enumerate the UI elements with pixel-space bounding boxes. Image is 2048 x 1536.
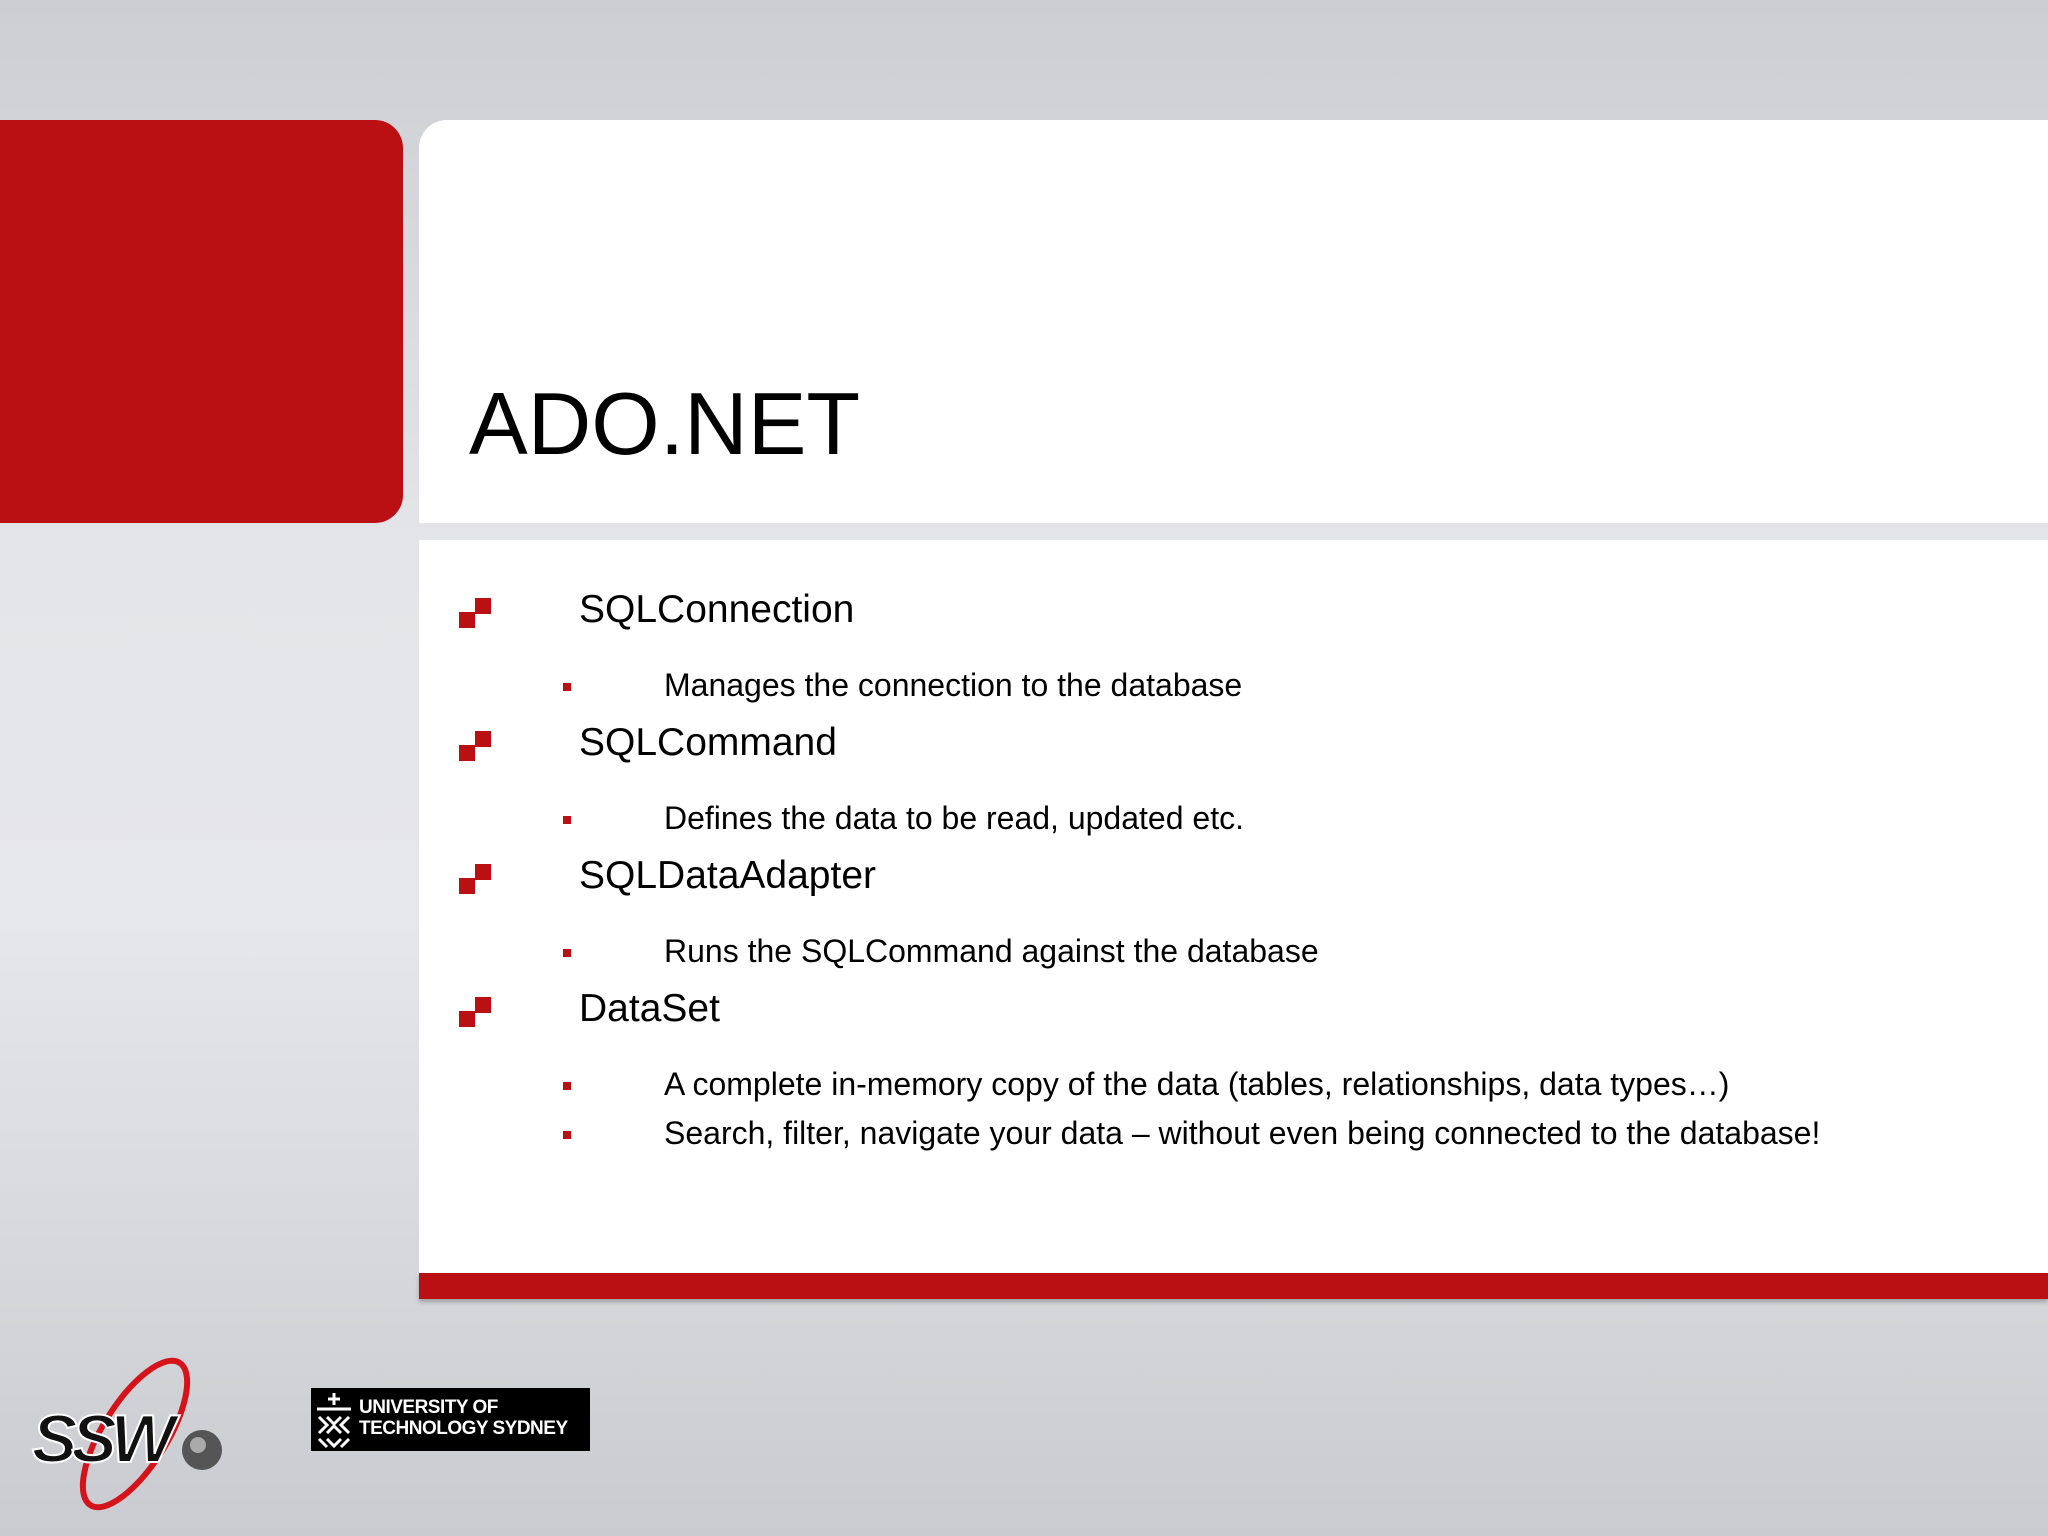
bullet-square-icon <box>459 731 493 765</box>
sub-bullet-icon <box>563 1082 571 1090</box>
bullet-sqlcommand: SQLCommand <box>579 721 837 764</box>
uts-logo-text <box>359 1397 568 1439</box>
slide-title: ADO.NET <box>469 374 861 473</box>
title-accent-block <box>0 120 403 523</box>
uts-line-1: UNIVERSITY OF <box>359 1397 498 1418</box>
sub-bullet-text: Search, filter, navigate your data – without even being connected to the database! <box>664 1115 1821 1151</box>
footer-accent-bar <box>419 1273 2048 1299</box>
sub-bullet-text: Defines the data to be read, updated etc. <box>664 800 1244 836</box>
sub-bullet-icon <box>563 949 571 957</box>
bullet-list <box>419 540 2048 1273</box>
sub-bullet-icon <box>563 683 571 691</box>
ssw-logo <box>30 1354 240 1534</box>
sub-bullet-icon <box>563 816 571 824</box>
bullet-sqldataadapter: SQLDataAdapter <box>579 854 877 897</box>
uts-logo <box>311 1388 590 1451</box>
bullet-square-icon <box>459 997 493 1031</box>
sub-bullet-icon <box>563 1131 571 1139</box>
sub-bullet-text: Runs the SQLCommand against the database <box>664 933 1319 969</box>
title-panel <box>419 120 2048 523</box>
uts-emblem-icon <box>313 1391 355 1449</box>
sub-bullet-text: Manages the connection to the database <box>664 667 1243 703</box>
sub-bullet-text: A complete in-memory copy of the data (tables, relationships, data types…) <box>664 1066 1730 1102</box>
bullet-square-icon <box>459 598 493 632</box>
uts-line-2: TECHNOLOGY SYDNEY <box>359 1418 568 1439</box>
bullet-dataset: DataSet <box>579 987 720 1030</box>
bullet-sqlconnection: SQLConnection <box>579 588 855 631</box>
footer-logos <box>0 1340 700 1530</box>
ssw-logo-text: SSW <box>32 1401 169 1477</box>
bullet-square-icon <box>459 864 493 898</box>
content-panel <box>419 540 2048 1273</box>
